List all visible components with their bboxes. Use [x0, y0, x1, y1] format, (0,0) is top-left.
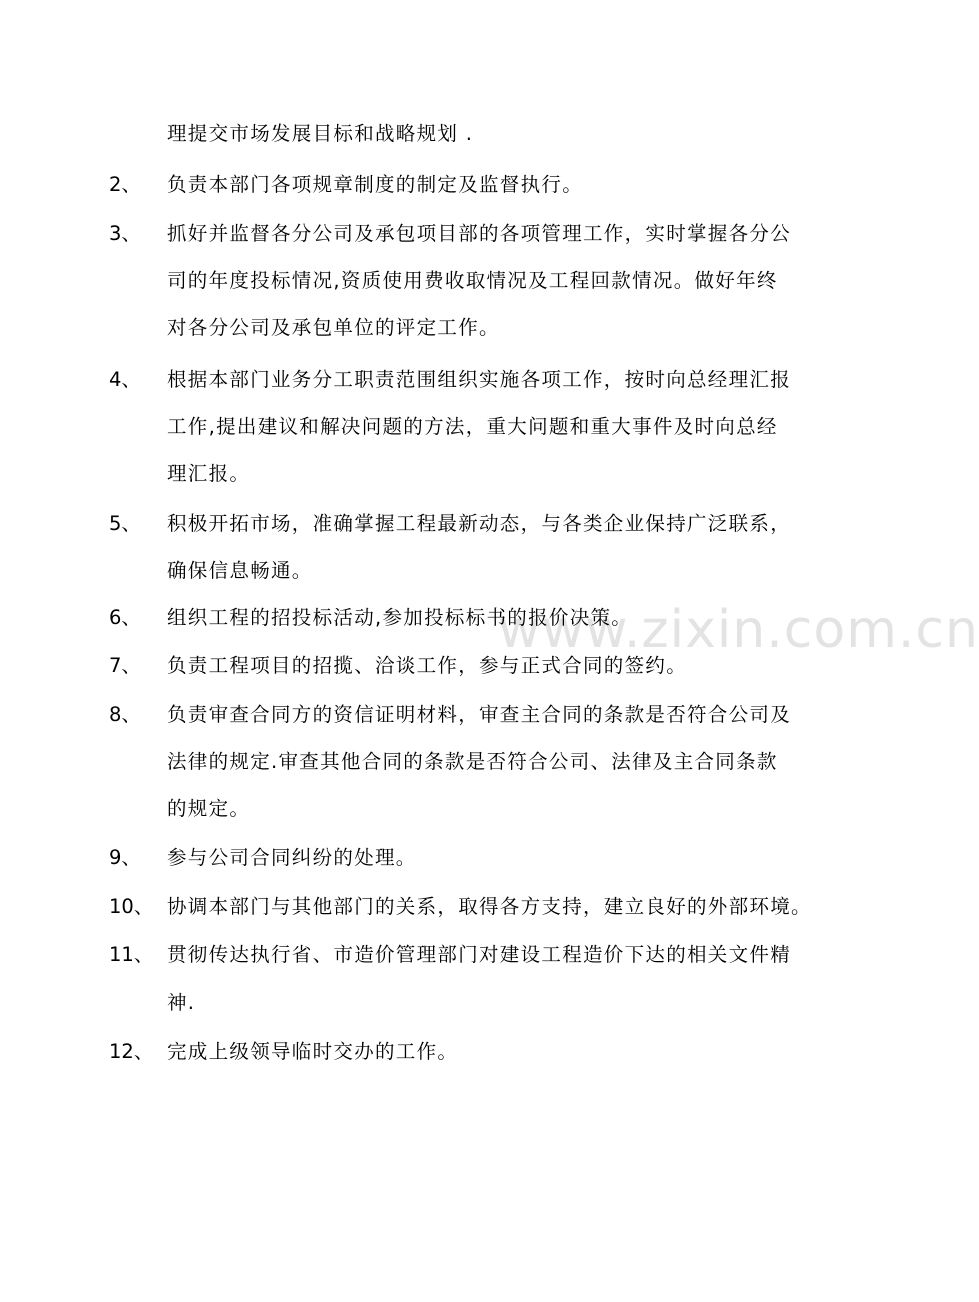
- item-text: 根据本部门业务分工职责范围组织实施各项工作，按时向总经理汇报: [167, 368, 792, 391]
- list-item: [0, 1032, 920, 1072]
- item-number: 11、: [109, 943, 154, 966]
- item-text: 对各分公司及承包单位的评定工作。: [167, 316, 500, 339]
- item-text: 抓好并监督各分公司及承包项目部的各项管理工作，实时掌握各分公: [167, 222, 792, 245]
- item-text: 负责审查合同方的资信证明材料，审查主合同的条款是否符合公司及: [167, 703, 792, 726]
- list-item: [0, 598, 920, 638]
- item-text: 负责本部门各项规章制度的制定及监督执行。: [167, 173, 584, 196]
- item-number: 5、: [109, 512, 141, 535]
- watermark: www.zixin.com.cn: [498, 600, 979, 660]
- list-item: [0, 935, 920, 975]
- list-item-continuation: [0, 261, 920, 301]
- item-number: 9、: [109, 846, 141, 869]
- item-text: 参与公司合同纠纷的处理。: [167, 846, 417, 869]
- list-item-continuation: [0, 308, 920, 348]
- list-item: [0, 838, 920, 878]
- item-text: 司的年度投标情况,资质使用费收取情况及工程回款情况。做好年终: [167, 269, 778, 292]
- item-text: 的规定。: [167, 797, 251, 820]
- list-item-continuation: [0, 742, 920, 782]
- item-text: 积极开拓市场，准确掌握工程最新动态，与各类企业保持广泛联系，: [167, 512, 792, 535]
- item-text: 理提交市场发展目标和战略规划 .: [167, 122, 474, 145]
- item-number: 3、: [109, 222, 141, 245]
- item-number: 8、: [109, 703, 141, 726]
- item-text: 协调本部门与其他部门的关系，取得各方支持，建立良好的外部环境。: [167, 895, 812, 918]
- list-item: [0, 214, 920, 254]
- list-item: [0, 165, 920, 205]
- list-item-continuation: [0, 789, 920, 829]
- item-text: 贯彻传达执行省、市造价管理部门对建设工程造价下达的相关文件精: [167, 943, 792, 966]
- list-item-continuation: [0, 983, 920, 1023]
- list-item: [0, 360, 920, 400]
- item-number: 6、: [109, 606, 141, 629]
- list-item: [0, 114, 920, 154]
- item-text: 神.: [167, 991, 196, 1014]
- item-number: 4、: [109, 368, 141, 391]
- item-text: 工作,提出建议和解决问题的方法，重大问题和重大事件及时向总经: [167, 415, 778, 438]
- item-text: 理汇报。: [167, 462, 251, 485]
- item-text: 组织工程的招投标活动,参加投标标书的报价决策。: [167, 606, 633, 629]
- list-item: [0, 504, 920, 544]
- item-text: 完成上级领导临时交办的工作。: [167, 1040, 459, 1063]
- item-number: 7、: [109, 654, 141, 677]
- list-item-continuation: [0, 551, 920, 591]
- item-text: 法律的规定.审查其他合同的条款是否符合公司、法律及主合同条款: [167, 750, 778, 773]
- list-item: [0, 695, 920, 735]
- item-text: 负责工程项目的招揽、洽谈工作，参与正式合同的签约。: [167, 654, 688, 677]
- list-item-continuation: [0, 454, 920, 494]
- item-number: 10、: [109, 895, 154, 918]
- list-item-continuation: [0, 407, 920, 447]
- list-item: [0, 887, 920, 927]
- item-number: 12、: [109, 1040, 154, 1063]
- list-item: [0, 646, 920, 686]
- item-text: 确保信息畅通。: [167, 559, 313, 582]
- item-number: 2、: [109, 173, 141, 196]
